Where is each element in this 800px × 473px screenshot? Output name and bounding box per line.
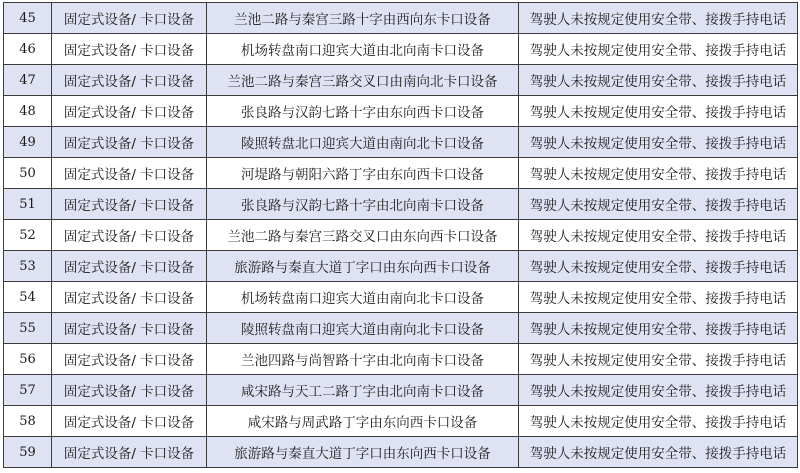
- device-type: 固定式设备/ 卡口设备: [52, 437, 207, 468]
- device-table: [3, 2, 798, 468]
- device-table-container: [3, 2, 797, 468]
- table-row: [4, 437, 798, 468]
- violation-type: 驾驶人未按规定使用安全带、接拨手持电话: [519, 127, 798, 158]
- device-type: 固定式设备/ 卡口设备: [52, 96, 207, 127]
- device-type: 固定式设备/ 卡口设备: [52, 375, 207, 406]
- device-type: 固定式设备/ 卡口设备: [52, 158, 207, 189]
- violation-type: 驾驶人未按规定使用安全带、接拨手持电话: [519, 158, 798, 189]
- row-number: 58: [4, 406, 52, 437]
- row-number: 59: [4, 437, 52, 468]
- table-row: [4, 313, 798, 344]
- device-location: 张良路与汉韵七路十字由东向西卡口设备: [207, 96, 519, 127]
- device-type: 固定式设备/ 卡口设备: [52, 127, 207, 158]
- device-location: 兰池二路与秦宫三路十字由西向东卡口设备: [207, 3, 519, 34]
- table-row: [4, 3, 798, 34]
- device-location: 咸宋路与天工二路丁字由北向南卡口设备: [207, 375, 519, 406]
- table-row: [4, 251, 798, 282]
- table-row: [4, 406, 798, 437]
- table-row: [4, 220, 798, 251]
- violation-type: 驾驶人未按规定使用安全带、接拨手持电话: [519, 34, 798, 65]
- violation-type: 驾驶人未按规定使用安全带、接拨手持电话: [519, 251, 798, 282]
- device-location: 咸宋路与周武路丁字由东向西卡口设备: [207, 406, 519, 437]
- device-location: 张良路与汉韵七路十字由北向南卡口设备: [207, 189, 519, 220]
- device-type: 固定式设备/ 卡口设备: [52, 220, 207, 251]
- row-number: 52: [4, 220, 52, 251]
- row-number: 56: [4, 344, 52, 375]
- row-number: 45: [4, 3, 52, 34]
- violation-type: 驾驶人未按规定使用安全带、接拨手持电话: [519, 220, 798, 251]
- device-location: 兰池二路与秦宫三路交叉口由南向北卡口设备: [207, 65, 519, 96]
- violation-type: 驾驶人未按规定使用安全带、接拨手持电话: [519, 437, 798, 468]
- row-number: 48: [4, 96, 52, 127]
- device-location: 旅游路与秦直大道丁字口由东向西卡口设备: [207, 437, 519, 468]
- violation-type: 驾驶人未按规定使用安全带、接拨手持电话: [519, 96, 798, 127]
- device-type: 固定式设备/ 卡口设备: [52, 344, 207, 375]
- device-table-body: [4, 3, 798, 468]
- device-location: 旅游路与秦直大道丁字口由东向西卡口设备: [207, 251, 519, 282]
- device-location: 陵照转盘南口迎宾大道由南向北卡口设备: [207, 313, 519, 344]
- violation-type: 驾驶人未按规定使用安全带、接拨手持电话: [519, 189, 798, 220]
- table-row: [4, 158, 798, 189]
- device-location: 河堤路与朝阳六路丁字由东向西卡口设备: [207, 158, 519, 189]
- row-number: 54: [4, 282, 52, 313]
- violation-type: 驾驶人未按规定使用安全带、接拨手持电话: [519, 3, 798, 34]
- table-row: [4, 127, 798, 158]
- device-location: 陵照转盘北口迎宾大道由南向北卡口设备: [207, 127, 519, 158]
- row-number: 51: [4, 189, 52, 220]
- table-row: [4, 96, 798, 127]
- device-location: 机场转盘南口迎宾大道由北向南卡口设备: [207, 34, 519, 65]
- violation-type: 驾驶人未按规定使用安全带、接拨手持电话: [519, 65, 798, 96]
- table-row: [4, 189, 798, 220]
- row-number: 47: [4, 65, 52, 96]
- row-number: 55: [4, 313, 52, 344]
- table-row: [4, 65, 798, 96]
- table-row: [4, 375, 798, 406]
- violation-type: 驾驶人未按规定使用安全带、接拨手持电话: [519, 406, 798, 437]
- row-number: 57: [4, 375, 52, 406]
- row-number: 50: [4, 158, 52, 189]
- table-row: [4, 282, 798, 313]
- device-location: 机场转盘南口迎宾大道由南向北卡口设备: [207, 282, 519, 313]
- violation-type: 驾驶人未按规定使用安全带、接拨手持电话: [519, 344, 798, 375]
- violation-type: 驾驶人未按规定使用安全带、接拨手持电话: [519, 313, 798, 344]
- device-type: 固定式设备/ 卡口设备: [52, 34, 207, 65]
- row-number: 49: [4, 127, 52, 158]
- table-row: [4, 34, 798, 65]
- row-number: 46: [4, 34, 52, 65]
- violation-type: 驾驶人未按规定使用安全带、接拨手持电话: [519, 282, 798, 313]
- device-type: 固定式设备/ 卡口设备: [52, 65, 207, 96]
- device-type: 固定式设备/ 卡口设备: [52, 406, 207, 437]
- violation-type: 驾驶人未按规定使用安全带、接拨手持电话: [519, 375, 798, 406]
- device-type: 固定式设备/ 卡口设备: [52, 251, 207, 282]
- row-number: 53: [4, 251, 52, 282]
- device-type: 固定式设备/ 卡口设备: [52, 313, 207, 344]
- device-location: 兰池四路与尚智路十字由北向南卡口设备: [207, 344, 519, 375]
- device-type: 固定式设备/ 卡口设备: [52, 189, 207, 220]
- device-type: 固定式设备/ 卡口设备: [52, 282, 207, 313]
- table-row: [4, 344, 798, 375]
- device-location: 兰池二路与秦宫三路交叉口由东向西卡口设备: [207, 220, 519, 251]
- device-type: 固定式设备/ 卡口设备: [52, 3, 207, 34]
